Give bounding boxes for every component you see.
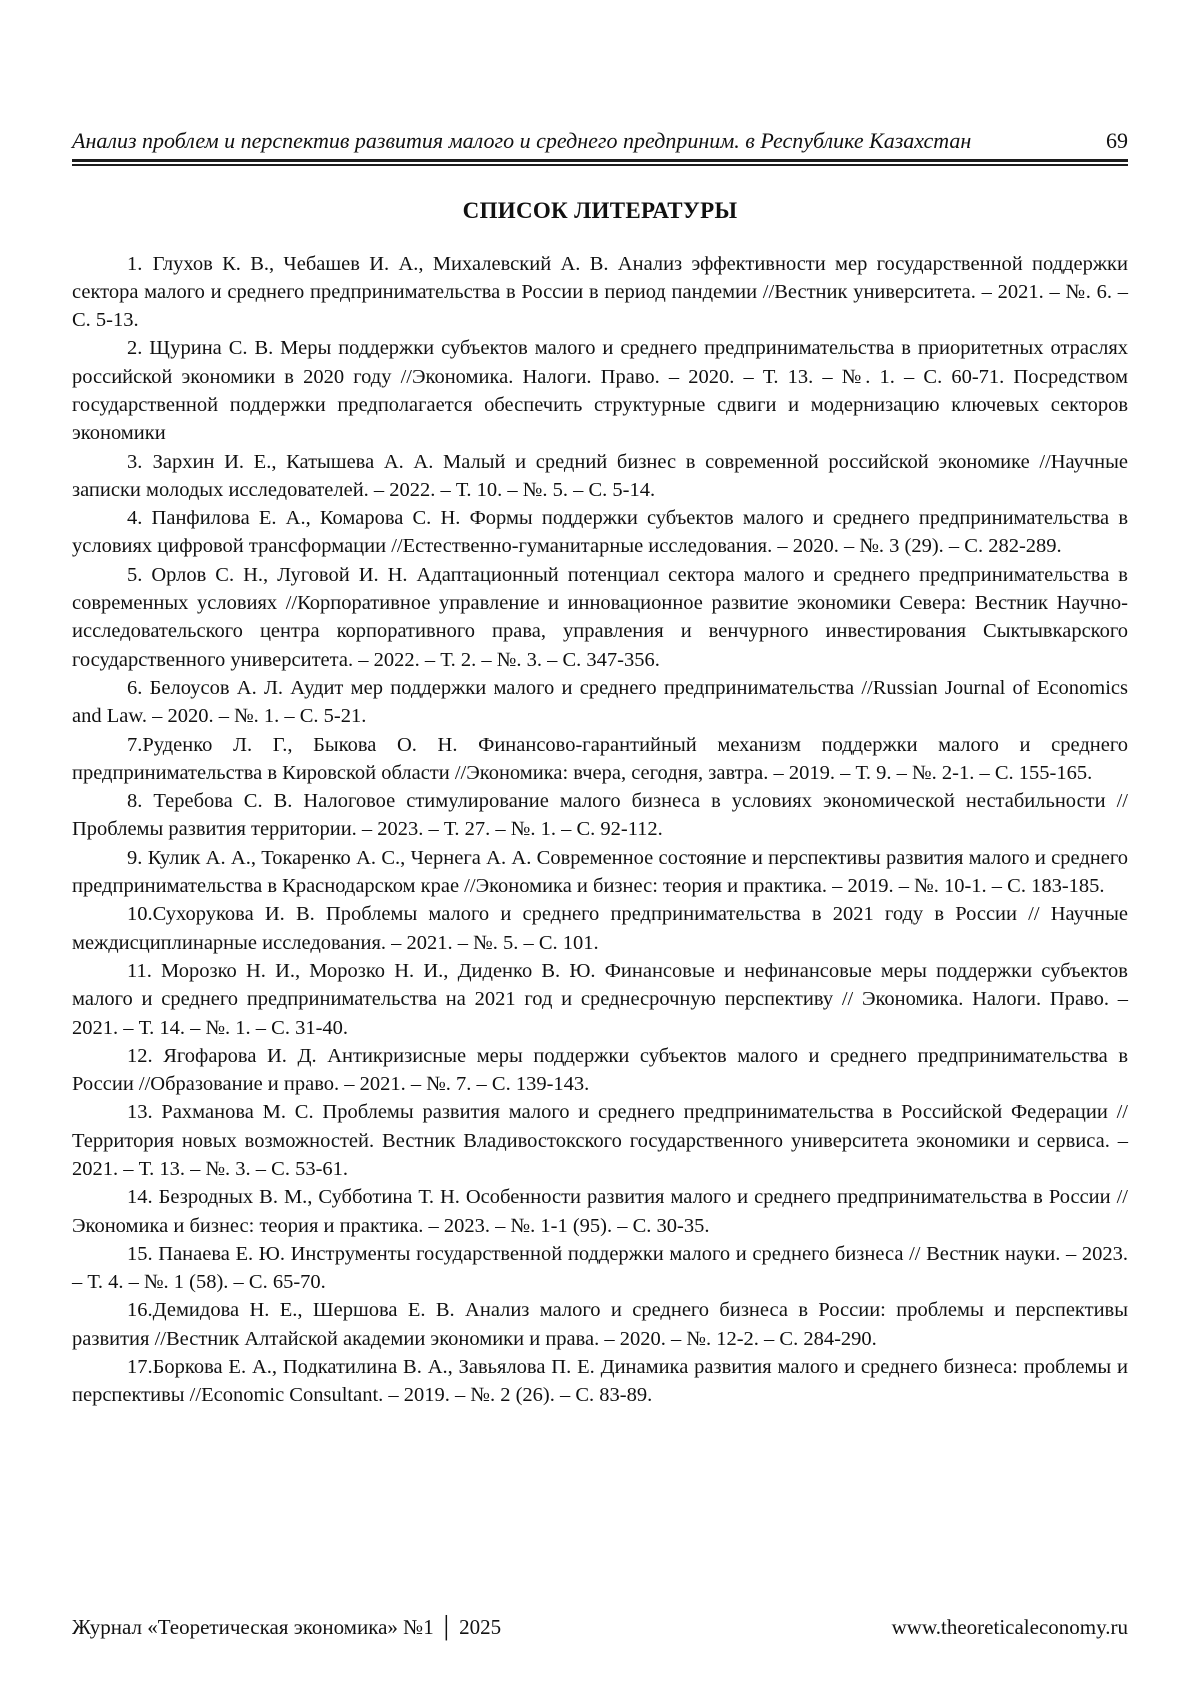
reference-item: 7.Руденко Л. Г., Быкова О. Н. Финансово-гарантийный механизм поддержки малого и среднего предпринимательства в Кировской области //Экономика: вчера, сегодня, завтра. – 2019. – Т. 9. – №. 2-1. – С. 155-165. xyxy=(72,733,1128,784)
reference-item: 5. Орлов С. Н., Луговой И. Н. Адаптационный потенциал сектора малого и среднего предпринимательства в современных условиях //Корпоративное управление и инновационное развитие экономики Севера: Вестник Научно-исследовательского центра корпоративного права, управления и венчурного инвестирования Сыктывкарского государственного университета. – 2022. – Т. 2. – №. 3. – С. 347-356. xyxy=(72,563,1128,671)
reference-item: 1. Глухов К. В., Чебашев И. А., Михалевский А. В. Анализ эффективности мер государственной поддержки сектора малого и среднего предпринимательства в России в период пандемии //Вестник университета. – 2021. – №. 6. – С. 5-13. xyxy=(72,252,1128,332)
reference-item: 11. Морозко Н. И., Морозко Н. И., Диденко В. Ю. Финансовые и нефинансовые меры поддержки субъектов малого и среднего предпринимательства на 2021 год и среднесрочную перспективу // Экономика. Налоги. Право. – 2021. – Т. 14. – №. 1. – С. 31-40. xyxy=(72,959,1128,1039)
reference-item: 16.Демидова Н. Е., Шершова Е. В. Анализ малого и среднего бизнеса в России: проблемы и перспективы развития //Вестник Алтайской академии экономики и права. – 2020. – №. 12-2. – С. 284-290. xyxy=(72,1299,1128,1350)
page-footer xyxy=(72,1615,1128,1640)
reference-item: 4. Панфилова Е. А., Комарова С. Н. Формы поддержки субъектов малого и среднего предпринимательства в условиях цифровой трансформации //Естественно-гуманитарные исследования. – 2020. – №. 3 (29). – С. 282-289. xyxy=(72,507,1128,558)
header-rule-thin xyxy=(72,164,1128,166)
footer-website-link[interactable]: www.theoreticaleconomy.ru xyxy=(891,1615,1128,1639)
reference-list xyxy=(72,250,1128,1410)
reference-item: 3. Зархин И. Е., Катышева А. А. Малый и средний бизнес в современной российской экономике //Научные записки молодых исследователей. – 2022. – Т. 10. – №. 5. – С. 5-14. xyxy=(72,450,1128,501)
reference-item: 12. Ягофарова И. Д. Антикризисные меры поддержки субъектов малого и среднего предпринимательства в России //Образование и право. – 2021. – №. 7. – С. 139-143. xyxy=(72,1044,1128,1096)
reference-item: 14. Безродных В. М., Субботина Т. Н. Особенности развития малого и среднего предпринимательства в России //Экономика и бизнес: теория и практика. – 2023. – №. 1-1 (95). – С. 30-35. xyxy=(72,1186,1128,1237)
running-title: Анализ проблем и перспектив развития малого и среднего предприним. в Республике Казахстан xyxy=(72,128,972,153)
reference-item: 2. Щурина С. В. Меры поддержки субъектов малого и среднего предпринимательства в приоритетных отраслях российской экономики в 2020 году //Экономика. Налоги. Право. – 2020. – Т. 13. – №. 1. – С. 60-71. Посредством государственной поддержки предполагается обеспечить структурные сдвиги и модернизацию ключевых секторов экономики xyxy=(72,337,1128,445)
page-number: 69 xyxy=(1106,128,1128,153)
reference-item: 8. Теребова С. В. Налоговое стимулирование малого бизнеса в условиях экономической нестабильности //Проблемы развития территории. – 2023. – Т. 27. – №. 1. – С. 92-112. xyxy=(72,790,1128,841)
reference-item: 15. Панаева Е. Ю. Инструменты государственной поддержки малого и среднего бизнеса // Вестник науки. – 2023. – Т. 4. – №. 1 (58). – С. 65-70. xyxy=(72,1242,1128,1294)
reference-item: 17.Боркова Е. А., Подкатилина В. А., Завьялова П. Е. Динамика развития малого и среднего бизнеса: проблемы и перспективы //Economic Consultant. – 2019. – №. 2 (26). – С. 83-89. xyxy=(72,1356,1128,1407)
reference-item: 6. Белоусов А. Л. Аудит мер поддержки малого и среднего предпринимательства //Russian Journal of Economics and Law. – 2020. – №. 1. – С. 5-21. xyxy=(72,676,1128,728)
reference-item: 9. Кулик А. А., Токаренко А. С., Чернега А. А. Современное состояние и перспективы развития малого и среднего предпринимательства в Краснодарском крае //Экономика и бизнес: теория и практика. – 2019. – №. 10-1. – С. 183-185. xyxy=(72,846,1128,898)
header-rule-thick xyxy=(72,159,1128,162)
reference-item: 13. Рахманова М. С. Проблемы развития малого и среднего предпринимательства в Российской Федерации //Территория новых возможностей. Вестник Владивостокского государственного университета экономики и сервиса. – 2021. – Т. 13. – №. 3. – С. 53-61. xyxy=(72,1101,1128,1180)
reference-item: 10.Сухорукова И. В. Проблемы малого и среднего предпринимательства в 2021 году в России // Научные междисциплинарные исследования. – 2021. – №. 5. – С. 101. xyxy=(72,903,1128,954)
running-header xyxy=(72,128,1128,154)
section-title: СПИСОК ЛИТЕРАТУРЫ xyxy=(462,197,738,223)
footer-journal-label: Журнал «Теоретическая экономика» №1 │ 2025 xyxy=(72,1615,502,1639)
